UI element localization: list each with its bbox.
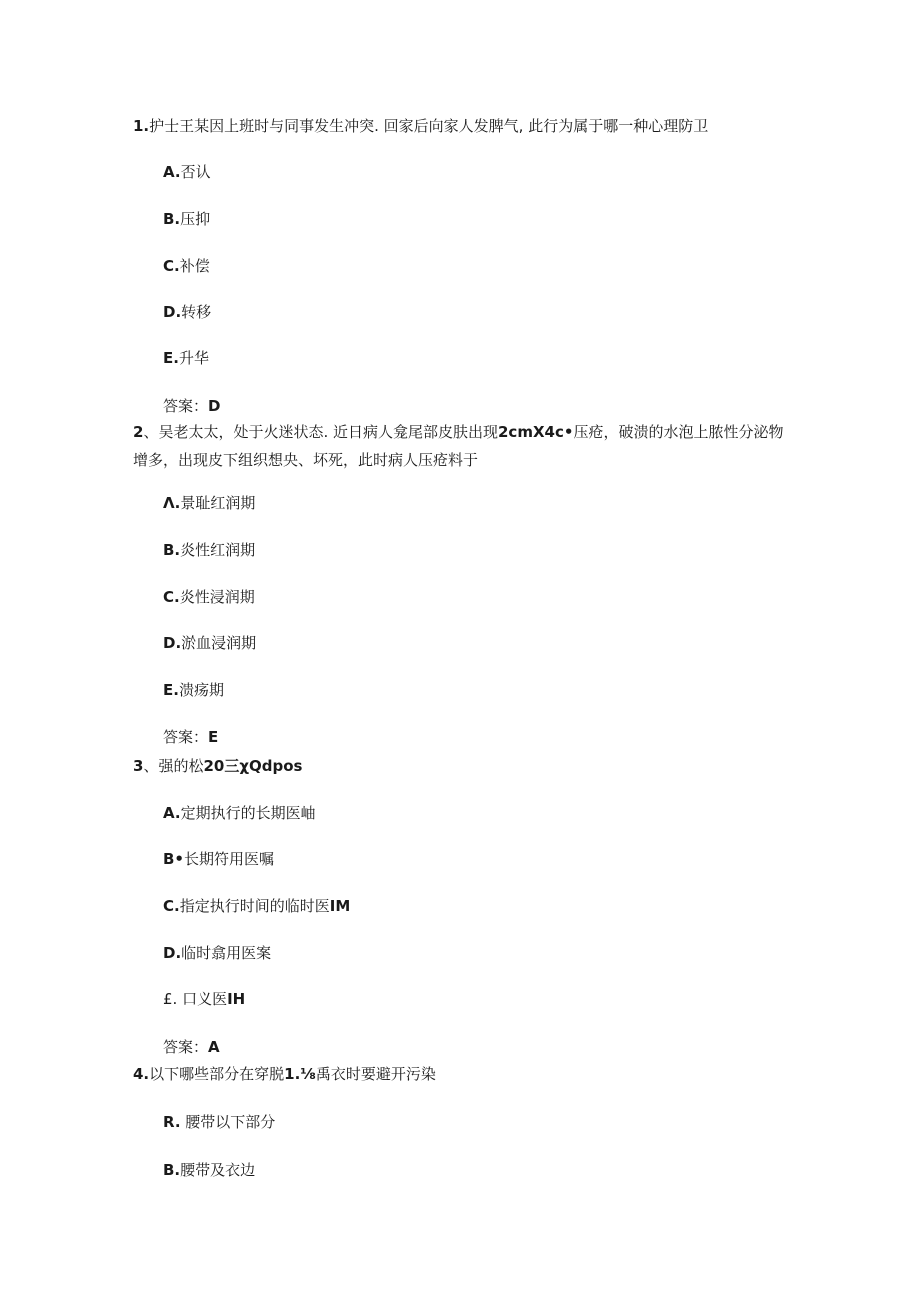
answer-value: E: [208, 728, 219, 746]
option-2b: [163, 540, 255, 560]
option-text: 补偿: [179, 257, 210, 275]
option-key: D.: [163, 303, 182, 321]
option-2e: [163, 680, 224, 700]
option-text: 淤血浸润期: [181, 634, 257, 652]
answer-value: A: [208, 1038, 220, 1056]
option-key: D.: [163, 634, 182, 652]
option-text: 指定执行时间的临时医: [179, 897, 330, 915]
option-text: 口义医: [177, 990, 228, 1008]
option-key: B.: [163, 1161, 181, 1179]
option-text: 压抑: [180, 210, 211, 228]
question-text: 、吴老太太，处于火迷状态. 近日病人龛尾部皮肤出现: [143, 423, 498, 441]
option-key: A.: [163, 804, 181, 822]
option-text: 腰带以下部分: [180, 1113, 276, 1131]
answer-label: 答案：: [163, 1038, 209, 1056]
question-text: 禹衣时要避开污染: [315, 1065, 436, 1083]
question-text: 、强的松: [143, 757, 204, 775]
option-1a: [163, 162, 211, 182]
option-key: C.: [163, 257, 180, 275]
option-key: C.: [163, 588, 180, 606]
option-text: 升华: [178, 349, 209, 367]
option-2a: [163, 493, 255, 513]
question-text-bold: 1.⅛: [284, 1065, 316, 1083]
question-2: [133, 418, 793, 474]
option-1b: [163, 209, 210, 229]
option-text-bold: IH: [227, 990, 246, 1008]
question-text: 护士王某因上班时与同事发生冲突. 回家后向家人发脾气, 此行为属于哪一种心理防卫: [149, 117, 709, 135]
option-1c: [163, 256, 210, 276]
option-3b: [163, 849, 274, 869]
question-number: 4.: [133, 1065, 150, 1083]
option-text: 腰带及衣边: [180, 1161, 256, 1179]
answer-2: [163, 727, 218, 747]
question-3: [133, 756, 302, 776]
option-3c: [163, 896, 350, 916]
question-number: 2: [133, 423, 144, 441]
option-text: 否认: [180, 163, 211, 181]
option-key: £.: [163, 990, 178, 1008]
question-number: 3: [133, 757, 144, 775]
option-text: 临时翕用医案: [181, 944, 272, 962]
question-number: 1.: [133, 117, 150, 135]
option-key: D.: [163, 944, 182, 962]
option-3d: [163, 943, 271, 963]
question-text: 压疮，破溃的水泡上脓性分泌物增多，出现皮下组织想央、坏死，此时病人压疮料于: [133, 423, 784, 469]
option-key: B.: [163, 541, 181, 559]
option-text: 定期执行的长期医岫: [180, 804, 316, 822]
option-text-bold: IM: [329, 897, 351, 915]
option-2c: [163, 587, 255, 607]
option-key: R.: [163, 1113, 181, 1131]
option-4a: [163, 1112, 275, 1132]
option-text: 长期符用医嘱: [184, 850, 275, 868]
answer-3: [163, 1037, 220, 1057]
answer-value: D: [208, 397, 221, 415]
answer-label: 答案：: [163, 397, 209, 415]
question-text-bold: 2cmX4c•: [497, 423, 574, 441]
question-4: [133, 1064, 436, 1084]
option-key: E.: [163, 349, 179, 367]
option-3e: [163, 989, 245, 1009]
option-key: C.: [163, 897, 180, 915]
option-key: B.: [163, 210, 181, 228]
option-key: A.: [163, 163, 181, 181]
option-text: 炎性浸润期: [179, 588, 255, 606]
question-text: 以下哪些部分在穿脱: [149, 1065, 285, 1083]
option-key: B•: [163, 850, 185, 868]
question-1: [133, 116, 708, 136]
option-text: 炎性红润期: [180, 541, 256, 559]
answer-label: 答案：: [163, 728, 209, 746]
option-key: E.: [163, 681, 179, 699]
option-text: 景耻红润期: [180, 494, 256, 512]
option-4b: [163, 1160, 255, 1180]
option-text: 溃疡期: [178, 681, 224, 699]
question-text-bold: 20三χQdpos: [203, 757, 303, 775]
option-3a: [163, 803, 316, 823]
option-1e: [163, 348, 209, 368]
option-1d: [163, 302, 211, 322]
option-text: 转移: [181, 303, 212, 321]
option-key: Λ.: [163, 494, 181, 512]
option-2d: [163, 633, 256, 653]
answer-1: [163, 396, 220, 416]
